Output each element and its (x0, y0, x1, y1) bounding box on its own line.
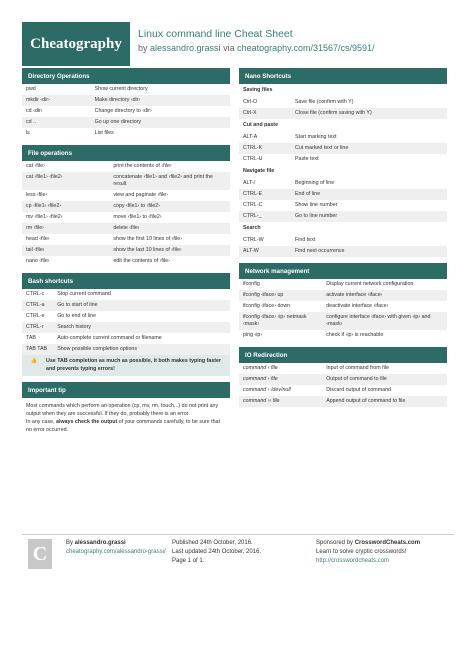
command-cell: Ctrl-X (239, 108, 291, 119)
command-cell: rm ‹file› (22, 223, 109, 234)
table-row (22, 212, 230, 223)
command-cell: ls (22, 128, 91, 139)
subheading-row (239, 165, 447, 178)
table-row (239, 312, 447, 330)
description-cell: Display current network configuration (322, 279, 447, 290)
table-row (22, 311, 230, 322)
description-cell: Append output of command to file (322, 396, 447, 407)
subheading: Cut and paste (239, 119, 447, 132)
table-row (22, 289, 230, 300)
description-cell: Make directory ‹dir› (91, 95, 230, 106)
tip-text: Use TAB completion as much as possible, it both makes typing faster and prevents typing errors! (46, 358, 222, 372)
table-row (22, 300, 230, 311)
table-row (239, 211, 447, 222)
tip-text: of your commands carefully, to be sure that no error occurred. (26, 419, 220, 433)
description-cell: Go to end of line (53, 311, 230, 322)
table-row (22, 161, 230, 172)
description-cell: delete ‹file› (109, 223, 230, 234)
description-cell: Show possible completion options (53, 344, 230, 355)
network-table (239, 279, 447, 341)
description-cell: print the contents of ‹file› (109, 161, 230, 172)
nano-shortcuts-section (239, 68, 447, 257)
table-row (239, 330, 447, 341)
file-operations-section (22, 145, 230, 267)
command-cell: ifconfig ‹iface› down (239, 301, 322, 312)
thumbs-up-icon: 👍 (30, 358, 38, 364)
table-row (22, 117, 230, 128)
table-row (22, 190, 230, 201)
table-row (22, 128, 230, 139)
subheading: Navigate file (239, 165, 447, 178)
bash-table (22, 289, 230, 355)
page-count: Page 1 of 1. (172, 558, 205, 564)
table-row (22, 201, 230, 212)
command-cell: mkdir ‹dir› (22, 95, 91, 106)
network-management-section (239, 263, 447, 341)
table-row (239, 97, 447, 108)
command-cell: ALT-A (239, 132, 291, 143)
command-cell: CTRL-K (239, 143, 291, 154)
description-cell: view and paginate ‹file› (109, 190, 230, 201)
command-cell: CTRL-_ (239, 211, 291, 222)
description-cell: End of line (291, 189, 447, 200)
description-cell: Change directory to ‹dir› (91, 106, 230, 117)
command-cell: cat ‹file› (22, 161, 109, 172)
table-row (239, 290, 447, 301)
cheatography-logo[interactable]: Cheatography (22, 22, 130, 66)
command-cell: mv ‹file1› ‹file2› (22, 212, 109, 223)
author-avatar: C (28, 539, 52, 569)
description-cell: Output of command to file (322, 374, 447, 385)
command-cell: cat ‹file1› ‹file2› (22, 172, 109, 190)
table-row (239, 189, 447, 200)
command-cell: ALT-/ (239, 178, 291, 189)
command-cell: ifconfig (239, 279, 322, 290)
table-row (239, 200, 447, 211)
important-tip-body (22, 398, 230, 438)
table-row (22, 333, 230, 344)
description-cell: concatenate ‹file1› and ‹file2› and print the result (109, 172, 230, 190)
sheet-link[interactable]: cheatography.com/31567/cs/9591/ (237, 43, 375, 53)
description-cell: show the first 10 lines of ‹file› (109, 234, 230, 245)
command-cell: CTRL-a (22, 300, 53, 311)
description-cell: configure interface ‹iface› with given ‹ip› and ‹mask› (322, 312, 447, 330)
table-row (239, 235, 447, 246)
command-cell: TAB (22, 333, 53, 344)
table-row (22, 172, 230, 190)
description-cell: Go to start of line (53, 300, 230, 311)
table-row (239, 374, 447, 385)
table-row (239, 154, 447, 165)
command-cell: CTRL-W (239, 235, 291, 246)
table-row (22, 234, 230, 245)
command-cell: cp ‹file1› ‹file2› (22, 201, 109, 212)
section-title: File operations (22, 145, 230, 161)
tip-paragraph (26, 418, 226, 434)
description-cell: Search history (53, 322, 230, 333)
description-cell: Input of command from file (322, 363, 447, 374)
description-cell: edit the contents of ‹file› (109, 256, 230, 267)
by-label: by (138, 43, 151, 53)
section-title: Network management (239, 263, 447, 279)
command-cell: cd .. (22, 117, 91, 128)
command-cell: command › /dev/null (239, 385, 322, 396)
command-cell: ping ‹ip› (239, 330, 322, 341)
command-cell: CTRL-e (22, 311, 53, 322)
table-row (239, 396, 447, 407)
command-cell: nano ‹file› (22, 256, 109, 267)
page-subtitle (138, 43, 375, 53)
tip-text: In any case, (26, 419, 57, 425)
author-profile-link[interactable]: cheatography.com/alessandro-grassi/ (66, 549, 166, 555)
command-cell: CTRL-c (22, 289, 53, 300)
table-row (22, 245, 230, 256)
subheading: Saving files (239, 84, 447, 97)
description-cell: Close file (confirm saving with Y) (291, 108, 447, 119)
description-cell: Auto-complete current command or filename (53, 333, 230, 344)
subheading-row (239, 119, 447, 132)
section-title: Nano Shortcuts (239, 68, 447, 84)
description-cell: Find next occurrence (291, 246, 447, 257)
io-table (239, 363, 447, 407)
command-cell: command › file (239, 374, 322, 385)
description-cell: List files (91, 128, 230, 139)
description-cell: Save file (confirm with Y) (291, 97, 447, 108)
description-cell: Show current directory (91, 84, 230, 95)
tab-completion-tip (22, 355, 230, 376)
page-title: Linux command line Cheat Sheet (138, 28, 293, 40)
author-link[interactable]: alessandro.grassi (150, 43, 221, 53)
command-cell: Ctrl-O (239, 97, 291, 108)
nano-table (239, 84, 447, 257)
table-row (239, 363, 447, 374)
table-row (22, 95, 230, 106)
command-cell: CTRL-C (239, 200, 291, 211)
table-row (239, 246, 447, 257)
subheading-row (239, 84, 447, 97)
table-row (239, 301, 447, 312)
updated-date: Last updated 24th October, 2016. (172, 549, 262, 555)
author-name: alessandro.grassi (74, 540, 126, 546)
description-cell: Show line number (291, 200, 447, 211)
command-cell: ALT-W (239, 246, 291, 257)
sponsor-tagline: Learn to solve cryptic crosswords! (316, 549, 407, 555)
important-tip-section (22, 382, 230, 438)
description-cell: Find text (291, 235, 447, 246)
table-row (239, 143, 447, 154)
description-cell: deactivate interface ‹iface› (322, 301, 447, 312)
description-cell: copy ‹file1› to ‹file2› (109, 201, 230, 212)
command-cell: command ›› file (239, 396, 322, 407)
description-cell: Beginning of line (291, 178, 447, 189)
bash-shortcuts-section (22, 273, 230, 376)
table-row (22, 84, 230, 95)
table-row (239, 279, 447, 290)
footer-author (66, 539, 166, 557)
section-title: IO Redirection (239, 347, 447, 363)
description-cell: Discard output of command (322, 385, 447, 396)
directory-operations-section (22, 68, 230, 139)
footer-sponsor (316, 539, 456, 566)
command-cell: ifconfig ‹iface› up (239, 290, 322, 301)
tip-emphasis: always check the output (56, 419, 118, 425)
footer-dates (172, 539, 302, 566)
command-cell: CTRL-E (239, 189, 291, 200)
description-cell: move ‹file1› to ‹file2› (109, 212, 230, 223)
io-redirection-section (239, 347, 447, 407)
table-row (22, 322, 230, 333)
section-title: Important tip (22, 382, 230, 398)
command-cell: CTRL-r (22, 322, 53, 333)
by-label: By (66, 540, 75, 546)
sponsor-link[interactable]: http://crosswordcheats.com (316, 558, 390, 564)
file-operations-table (22, 161, 230, 267)
table-row (22, 344, 230, 355)
footer (22, 534, 454, 594)
command-cell: ifconfig ‹iface› ‹ip› netmask ‹mask› (239, 312, 322, 330)
description-cell: Stop current command (53, 289, 230, 300)
header (22, 22, 454, 66)
table-row (22, 223, 230, 234)
command-cell: less ‹file› (22, 190, 109, 201)
via-label: via (220, 43, 238, 53)
table-row (239, 108, 447, 119)
description-cell: Cut marked text or line (291, 143, 447, 154)
description-cell: Go to line number (291, 211, 447, 222)
command-cell: head ‹file› (22, 234, 109, 245)
description-cell: check if ‹ip› is reachable (322, 330, 447, 341)
command-cell: pwd (22, 84, 91, 95)
subheading-row (239, 222, 447, 235)
command-cell: TAB TAB (22, 344, 53, 355)
table-row (22, 256, 230, 267)
table-row (239, 132, 447, 143)
tip-paragraph: Most commands which perform an operation (cp, mv, rm, touch...) do not print any output when they are successful. If they do, probably there is an error. (26, 403, 219, 417)
description-cell: Paste text (291, 154, 447, 165)
command-cell: command ‹ file (239, 363, 322, 374)
section-title: Directory Operations (22, 68, 230, 84)
directory-table (22, 84, 230, 139)
description-cell: activate interface ‹iface› (322, 290, 447, 301)
command-cell: CTRL-U (239, 154, 291, 165)
left-column (22, 68, 230, 444)
description-cell: Start marking text (291, 132, 447, 143)
subheading: Search (239, 222, 447, 235)
table-row (239, 385, 447, 396)
right-column (239, 68, 447, 413)
command-cell: tail ‹file› (22, 245, 109, 256)
table-row (22, 106, 230, 117)
description-cell: Go up one directory (91, 117, 230, 128)
sponsor-name[interactable]: CrosswordCheats.com (354, 540, 421, 546)
sponsored-label: Sponsored by (316, 540, 355, 546)
table-row (239, 178, 447, 189)
command-cell: cd ‹dir› (22, 106, 91, 117)
description-cell: show the last 10 lines of ‹file› (109, 245, 230, 256)
published-date: Published 24th October, 2016. (172, 540, 253, 546)
section-title: Bash shortcuts (22, 273, 230, 289)
